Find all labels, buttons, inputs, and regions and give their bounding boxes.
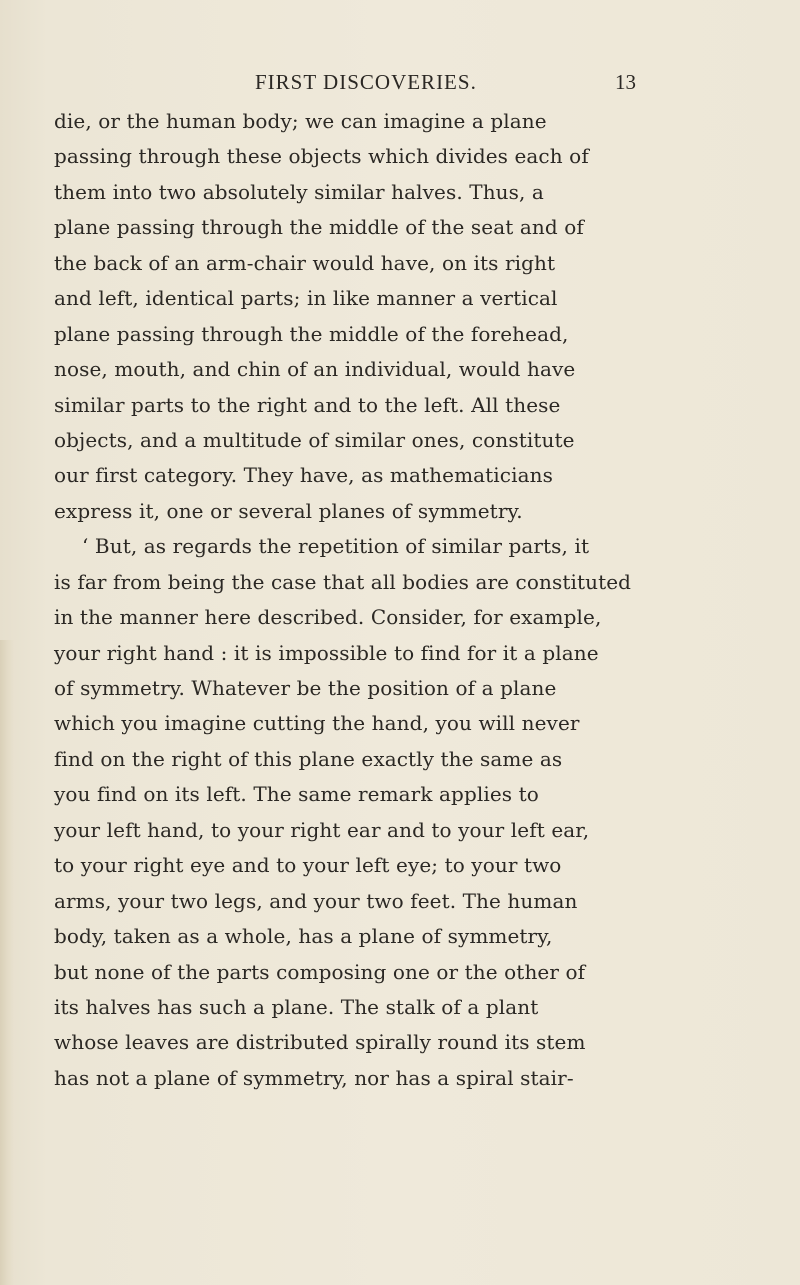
text-line: objects, and a multitude of similar ones, constitute [54,427,575,452]
text-line: similar parts to the right and to the left. All these [54,392,561,417]
text-line: and left, identical parts; in like manner a vertical [54,286,558,311]
running-head [255,70,655,100]
text-line: die, or the human body; we can imagine a plane [54,109,547,133]
text-line: its halves has such a plane. The stalk of a plant [54,994,539,1019]
text-line: body, taken as a whole, has a plane of symmetry, [54,924,553,949]
text-line: the back of an arm-chair would have, on its right [54,250,556,275]
text-line: passing through these objects which divides each of [54,144,589,169]
text-line: our first category. They have, as mathematicians [54,463,553,488]
body-text [54,104,794,1096]
text-line: nose, mouth, and chin of an individual, would have [54,357,576,382]
text-line: your right hand : it is impossible to find for it a plane [54,640,599,665]
running-title: FIRST DISCOVERIES. [255,70,477,94]
text-line: express it, one or several planes of symmetry. [54,498,523,523]
text-line: to your right eye and to your left eye; to your two [54,853,562,878]
text-line: but none of the parts composing one or the other of [54,959,586,984]
text-line: arms, your two legs, and your two feet. The human [54,888,578,913]
text-line: find on the right of this plane exactly the same as [54,746,563,771]
text-line: in the manner here described. Consider, for example, [54,605,602,630]
text-line: them into two absolutely similar halves. Thus, a [54,179,544,204]
text-line: plane passing through the middle of the forehead, [54,321,569,346]
text-line: whose leaves are distributed spirally round its stem [54,1030,586,1055]
text-line: plane passing through the middle of the seat and of [54,215,584,240]
text-line: has not a plane of symmetry, nor has a spiral stair- [54,1065,574,1090]
paragraph-start-line: ‘ But, as regards the repetition of similar parts, it [82,534,590,559]
page-number: 13 [615,70,636,94]
text-line: of symmetry. Whatever be the position of a plane [54,676,557,700]
text-line: your left hand, to your right ear and to your left ear, [54,817,590,842]
text-line: which you imagine cutting the hand, you will never [54,711,580,736]
page-edge-shadow [0,640,14,1285]
text-line: is far from being the case that all bodies are constituted [54,569,632,594]
text-line: you find on its left. The same remark applies to [54,782,539,807]
